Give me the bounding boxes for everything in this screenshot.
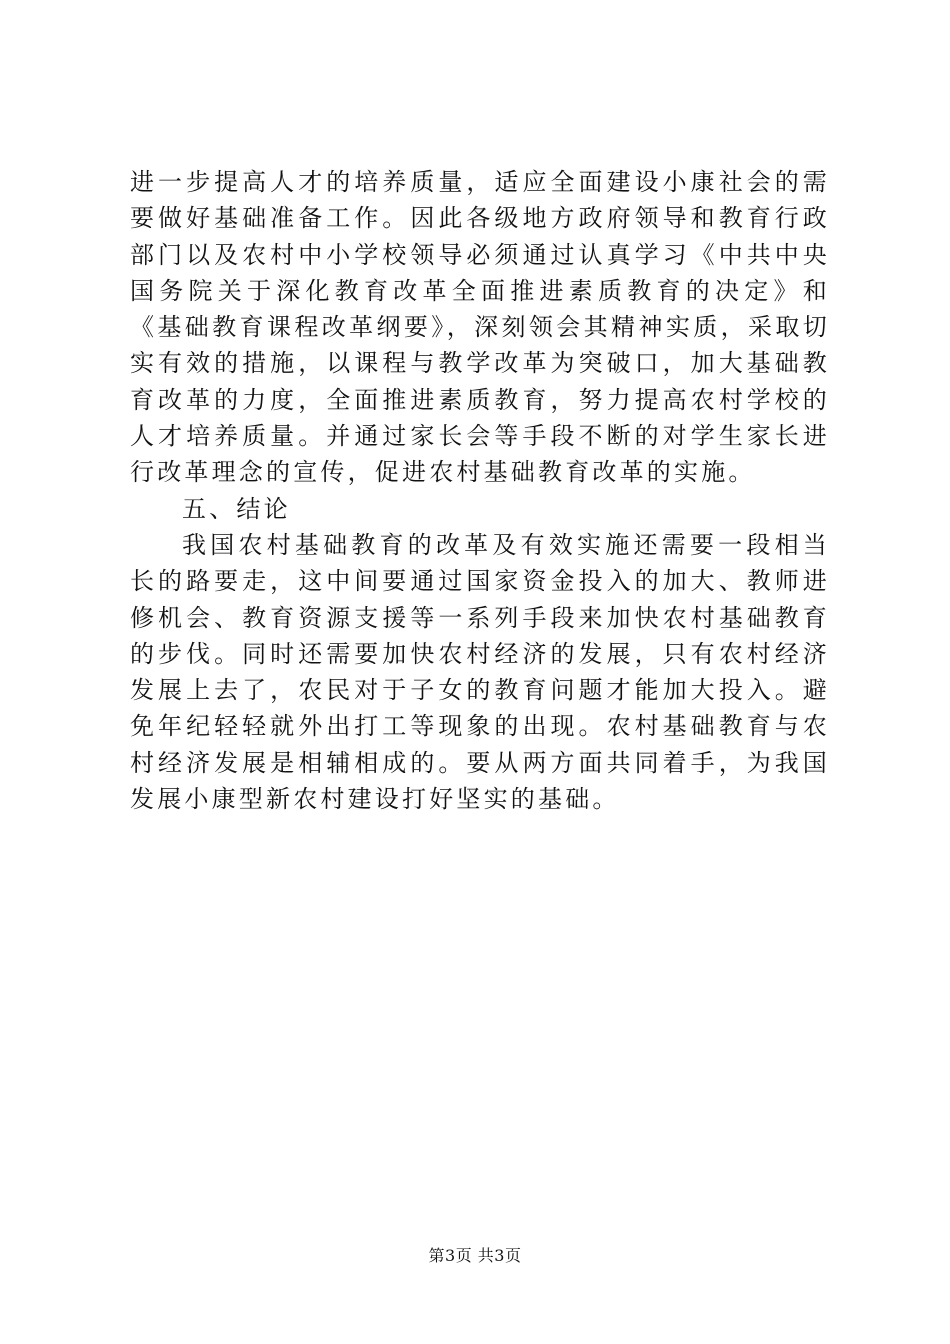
intro-paragraph: 进一步提高人才的培养质量，适应全面建设小康社会的需要做好基础准备工作。因此各级地方政府领导和教育行政部门以及农村中小学校领导必须通过认真学习《中共中央国务院关于深化教育改革全面推进素质教育的决定》和《基础教育课程改革纲要》，深刻领会其精神实质，采取切实有效的措施，以课程与教学改革为突破口，加大基础教育改革的力度，全面推进素质教育，努力提高农村学校的人才培养质量。并通过家长会等手段不断的对学生家长进行改革理念的宣传，促进农村基础教育改革的实施。 [130,168,830,487]
document-body [130,164,830,817]
section-heading: 五、结论 [182,494,291,523]
conclusion-paragraph: 我国农村基础教育的改革及有效实施还需要一段相当长的路要走，这中间要通过国家资金投入的加大、教师进修机会、教育资源支援等一系列手段来加快农村基础教育的步伐。同时还需要加快农村经济的发展，只有农村经济发展上去了，农民对于子女的教育问题才能加大投入。避免年纪轻轻就外出打工等现象的出现。农村基础教育与农村经济发展是相辅相成的。要从两方面共同着手，为我国发展小康型新农村建设打好坚实的基础。 [130,530,830,814]
page-number-footer: 第3页 共3页 [428,1246,522,1265]
